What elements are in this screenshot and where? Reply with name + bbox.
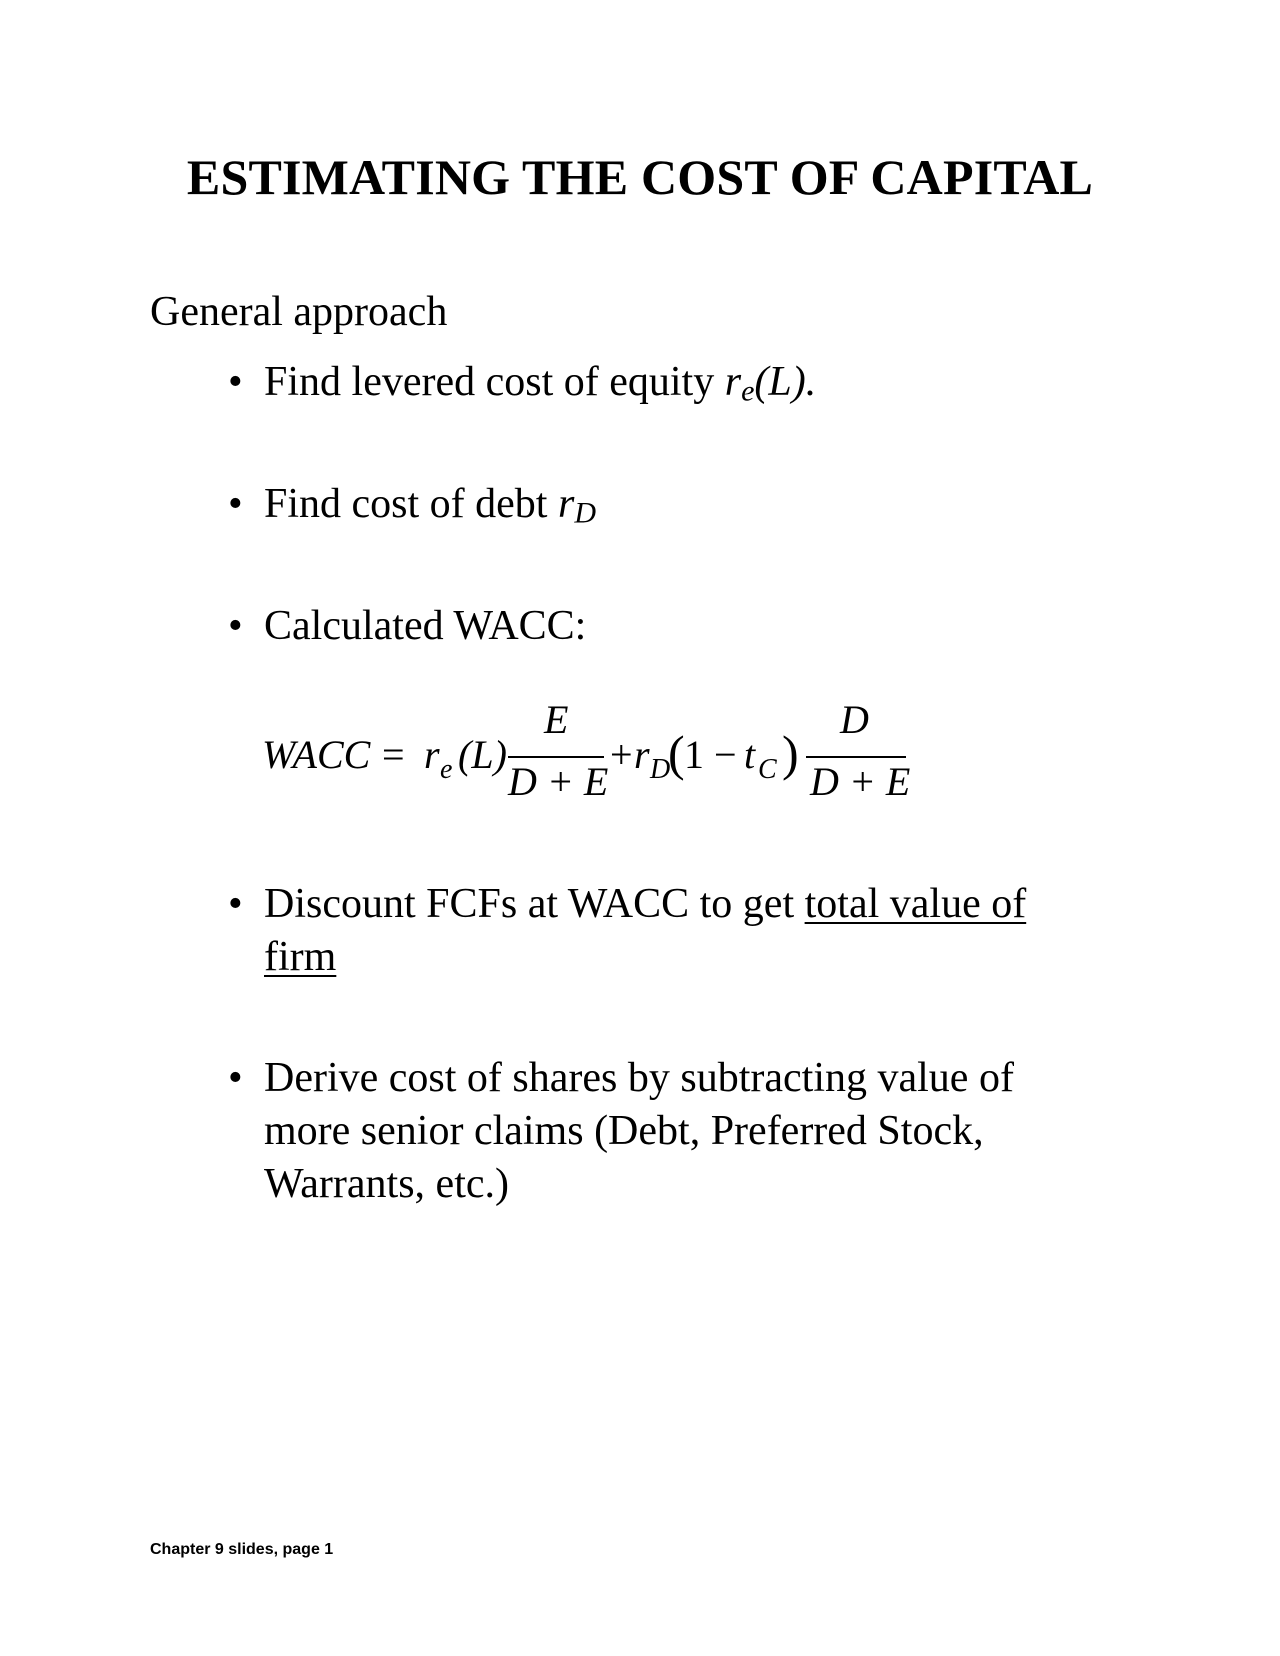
bullet-label: Find levered cost of equity	[264, 359, 725, 405]
formula-frac1-bar	[508, 756, 604, 758]
formula-rd: r	[634, 732, 650, 777]
formula-frac1-num: E	[544, 697, 569, 742]
formula-t-sub: C	[758, 754, 777, 785]
formula-L: (L)	[458, 732, 507, 777]
formula-frac1-den: D + E	[508, 759, 609, 804]
bullet-text	[264, 878, 1026, 984]
bullet-text	[264, 1052, 1014, 1211]
math-re-base: r	[724, 359, 742, 405]
formula-paren-close: )	[782, 725, 799, 781]
wacc-formula	[262, 697, 962, 820]
bullet-line: Derive cost of shares by subtracting value of	[264, 1055, 1014, 1101]
section-heading: General approach	[150, 289, 448, 335]
bullet-marker: •	[228, 481, 243, 527]
page-title: ESTIMATING THE COST OF CAPITAL	[186, 149, 1094, 205]
formula-one-minus: 1 −	[684, 732, 737, 777]
page-footer: Chapter 9 slides, page 1	[150, 1541, 334, 1558]
formula-equals: =	[382, 732, 405, 777]
math-rd-base: r	[557, 481, 575, 527]
bullet-line: more senior claims (Debt, Preferred Stock,	[264, 1108, 984, 1154]
underlined-phrase-1: total value of	[804, 881, 1027, 927]
formula-re-sub: e	[440, 754, 453, 785]
bullet-text	[264, 356, 816, 417]
formula-plus: +	[610, 732, 633, 777]
bullet-line	[264, 931, 1026, 984]
formula-re: r	[424, 732, 440, 777]
formula-frac2-den: D + E	[810, 759, 911, 804]
bullet-line	[264, 878, 1026, 931]
bullet-marker: •	[228, 1055, 243, 1101]
bullet-label: Find cost of debt	[264, 481, 558, 527]
formula-t: t	[744, 732, 756, 777]
bullet-text	[264, 478, 596, 539]
math-rd-sub: D	[574, 496, 597, 530]
formula-lhs: WACC	[262, 732, 371, 777]
formula-frac2-num: D	[840, 697, 869, 742]
math-trailing: .	[805, 359, 817, 405]
bullet-marker: •	[228, 603, 243, 649]
formula-paren-open: (	[668, 725, 685, 781]
formula-rd-sub: D	[650, 754, 671, 785]
bullet-line: Warrants, etc.)	[264, 1161, 509, 1207]
formula-frac2-bar	[806, 756, 906, 758]
bullet-text: Calculated WACC:	[264, 603, 587, 649]
bullet-marker: •	[228, 881, 243, 927]
bullet-marker: •	[228, 359, 243, 405]
underlined-phrase-2: firm	[264, 934, 337, 980]
math-re-rest: (L)	[754, 359, 806, 405]
math-re-sub: e	[741, 374, 755, 408]
bullet-text-before: Discount FCFs at WACC to get	[264, 881, 805, 927]
